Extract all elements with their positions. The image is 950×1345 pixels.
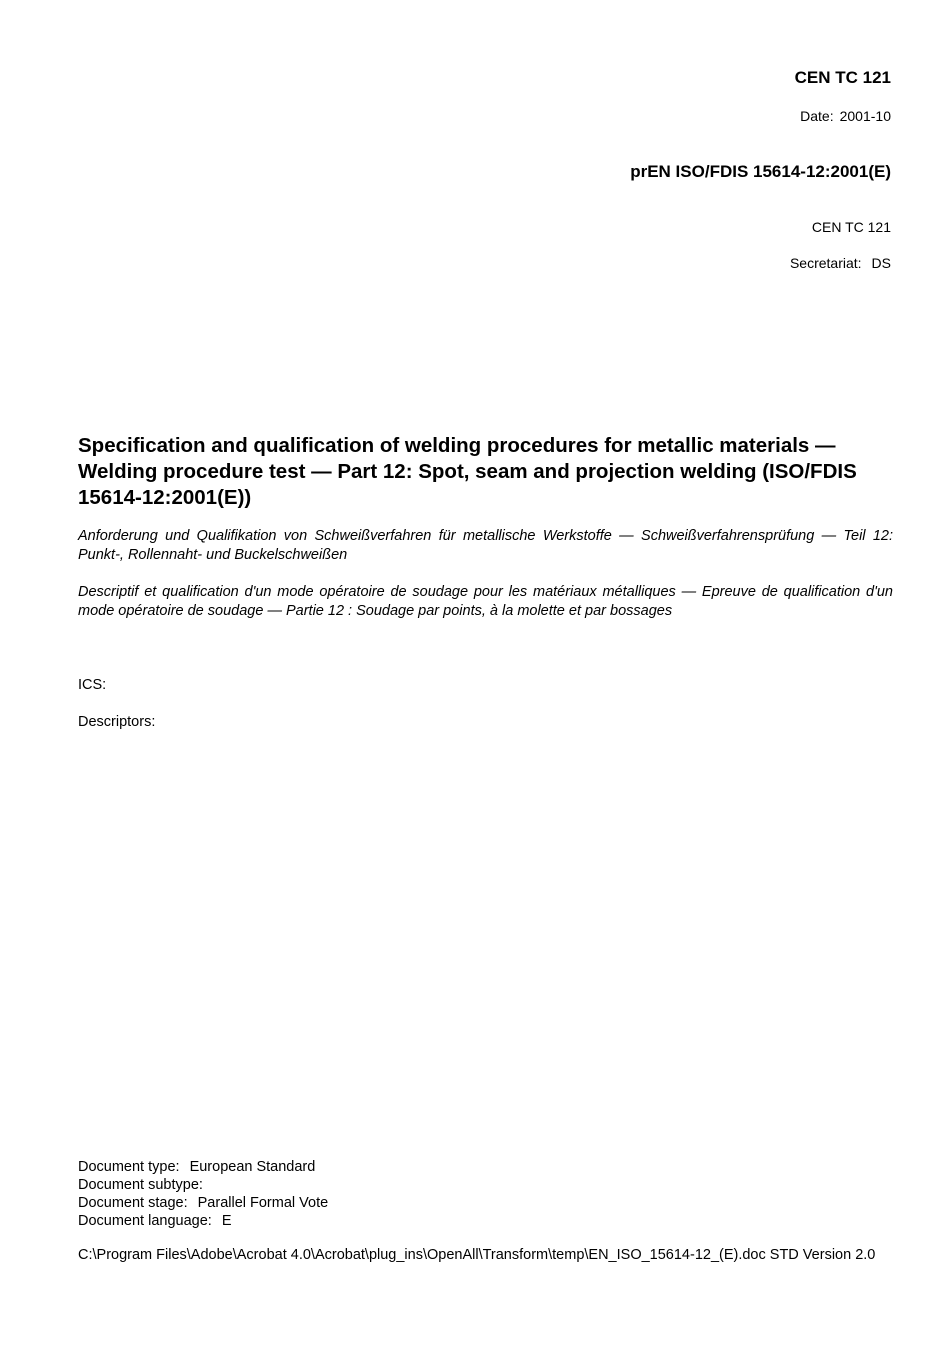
document-language-label: Document language:: [78, 1213, 212, 1229]
secretariat-line: [790, 255, 891, 271]
document-stage-label: Document stage:: [78, 1195, 188, 1211]
document-info: [78, 1158, 328, 1230]
german-title: Anforderung und Qualifikation von Schweißverfahren für metallische Werkstoffe — Schweißverfahrensprüfung — Teil 12: Punkt-, Rollennaht- und Buckelschweißen: [78, 528, 893, 563]
date-label: Date:: [800, 108, 834, 124]
document-type-value: European Standard: [189, 1159, 316, 1175]
secretariat-label: Secretariat:: [789, 255, 862, 271]
document-type-row: [78, 1158, 328, 1176]
document-language-value: E: [221, 1213, 232, 1229]
date-line: [800, 108, 891, 124]
committee-line: CEN TC 121: [811, 219, 891, 235]
document-stage-value: Parallel Formal Vote: [197, 1195, 329, 1211]
document-language-row: [78, 1212, 328, 1230]
document-stage-row: [78, 1194, 328, 1212]
document-subtype-row: [78, 1176, 328, 1194]
french-title: Descriptif et qualification d'un mode opératoire de soudage pour les matériaux métalliques — Epreuve de qualification d'un mode opératoire de soudage — Partie 12 : Soudage par points, à la molette et par bossages: [78, 584, 893, 619]
ics-label: ICS:: [78, 677, 107, 693]
document-title: Specification and qualification of welding procedures for metallic materials — Welding procedure test — Part 12: Spot, seam and projection welding (ISO/FDIS 15614-12:2001(E)): [78, 434, 857, 509]
descriptors-label: Descriptors:: [78, 714, 156, 730]
date-value: 2001-10: [839, 108, 891, 124]
secretariat-value: DS: [871, 255, 891, 271]
committee-heading: CEN TC 121: [794, 68, 891, 87]
document-type-label: Document type:: [78, 1159, 180, 1175]
document-reference: prEN ISO/FDIS 15614-12:2001(E): [630, 162, 891, 181]
document-subtype-label: Document subtype:: [78, 1177, 203, 1193]
file-path: C:\Program Files\Adobe\Acrobat 4.0\Acrobat\plug_ins\OpenAll\Transform\temp\EN_ISO_15614-12_(E).doc STD Version 2.0: [78, 1247, 876, 1263]
